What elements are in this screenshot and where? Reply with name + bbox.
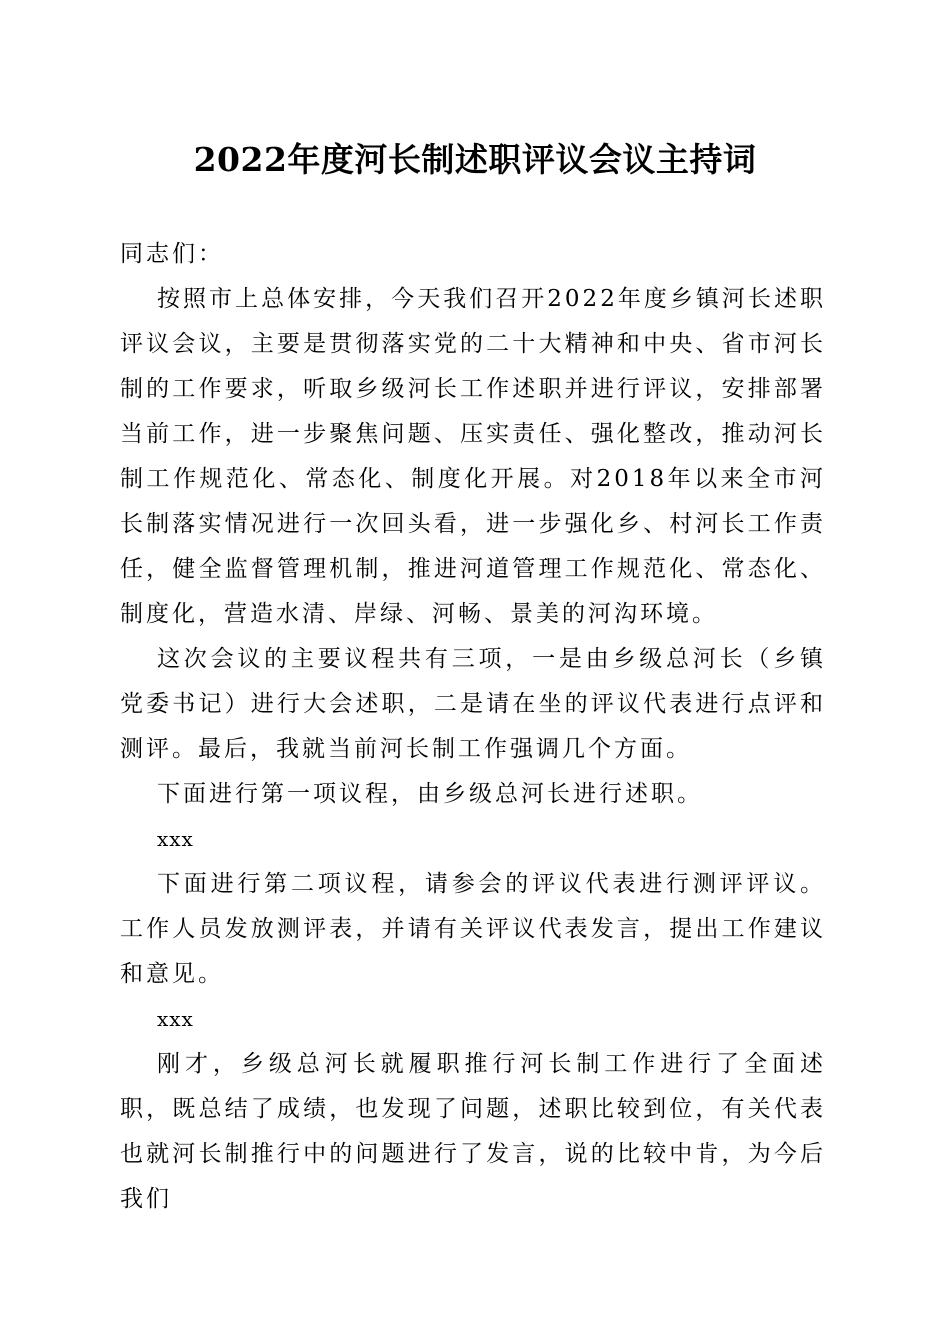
salutation: 同志们： [120,241,224,267]
placeholder-xxx-2: xxx [157,1007,194,1031]
document-body [120,232,826,1222]
paragraph-item-two: 下面进行第二项议程，请参会的评议代表进行测评评议。工作人员发放测评表，并请有关评议代表发言，提出工作建议和意见。 [120,871,826,987]
paragraph-intro: 按照市上总体安排，今天我们召开2022年度乡镇河长述职评议会议，主要是贯彻落实党的二十大精神和中央、省市河长制的工作要求，听取乡级河长工作述职并进行评议，安排部署当前工作，进一步聚焦问题、压实责任、强化整改，推动河长制工作规范化、常态化、制度化开展。对2018年以来全市河长制落实情况进行一次回头看，进一步强化乡、村河长工作责任，健全监督管理机制，推进河道管理工作规范化、常态化、制度化，营造水清、岸绿、河畅、景美的河沟环境。 [120,286,826,627]
paragraph-agenda: 这次会议的主要议程共有三项，一是由乡级总河长（乡镇党委书记）进行大会述职，二是请在坐的评议代表进行点评和测评。最后，我就当前河长制工作强调几个方面。 [120,646,826,762]
paragraph-item-one: 下面进行第一项议程，由乡级总河长进行述职。 [157,781,703,807]
paragraph-summary: 刚才，乡级总河长就履职推行河长制工作进行了全面述职，既总结了成绩，也发现了问题，述职比较到位，有关代表也就河长制推行中的问题进行了发言，说的比较中肯，为今后我们 [120,1051,826,1212]
document-title: 2022年度河长制述职评议会议主持词 [193,140,757,179]
placeholder-xxx-1: xxx [157,827,194,851]
